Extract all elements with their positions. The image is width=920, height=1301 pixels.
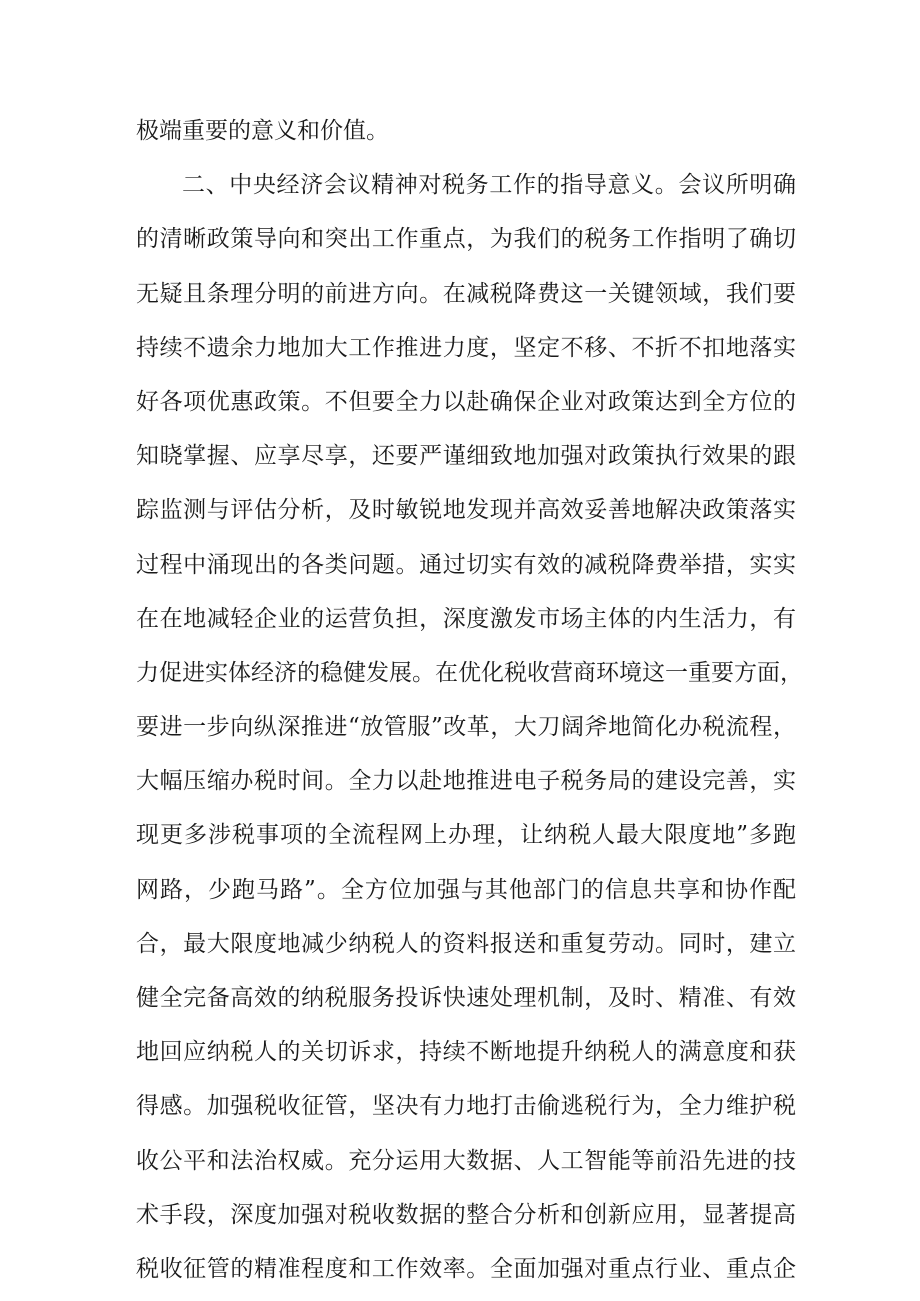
text-line: 要进一步向纵深推进“放管服”改革，大刀阔斧地简化办税流程，	[136, 714, 796, 741]
text-line: 健全完备高效的纳税服务投诉快速处理机制，及时、精准、有效	[136, 985, 796, 1011]
text-line: 税收征管的精准程度和工作效率。全面加强对重点行业、重点企	[136, 1255, 796, 1282]
text-line: 过程中涌现出的各类问题。通过切实有效的减税降费举措，实实	[136, 551, 796, 578]
body-text	[136, 104, 803, 1296]
text-line: 力促进实体经济的稳健发展。在优化税收营商环境这一重要方面，	[136, 659, 803, 686]
text-line: 知晓掌握、应享尽享，还要严谨细致地加强对政策执行效果的跟	[136, 443, 796, 470]
text-line: 无疑且条理分明的前进方向。在减税降费这一关键领域，我们要	[136, 280, 796, 307]
text-line: 极端重要的意义和价值。	[136, 118, 389, 144]
text-line: 术手段，深度加强对税收数据的整合分析和创新应用，显著提高	[136, 1201, 796, 1228]
text-line: 大幅压缩办税时间。全力以赴地推进电子税务局的建设完善，实	[136, 768, 796, 795]
section-heading-line: 二、中央经济会议精神对税务工作的指导意义。会议所明确	[182, 172, 796, 199]
text-line: 合，最大限度地减少纳税人的资料报送和重复劳动。同时，建立	[136, 930, 796, 957]
text-line: 得感。加强税收征管，坚决有力地打击偷逃税行为，全力维护税	[136, 1093, 796, 1120]
text-line: 的清晰政策导向和突出工作重点，为我们的税务工作指明了确切	[136, 226, 796, 253]
text-line: 在在地减轻企业的运营负担，深度激发市场主体的内生活力，有	[136, 605, 796, 632]
text-line: 踪监测与评估分析，及时敏锐地发现并高效妥善地解决政策落实	[136, 497, 796, 524]
text-line: 好各项优惠政策。不但要全力以赴确保企业对政策达到全方位的	[136, 388, 796, 415]
text-line: 地回应纳税人的关切诉求，持续不断地提升纳税人的满意度和获	[136, 1039, 796, 1066]
text-line: 现更多涉税事项的全流程网上办理，让纳税人最大限度地”多跑	[136, 822, 796, 849]
text-line: 收公平和法治权威。充分运用大数据、人工智能等前沿先进的技	[136, 1147, 796, 1174]
text-line: 网路，少跑马路”。全方位加强与其他部门的信息共享和协作配	[136, 876, 796, 903]
text-line: 持续不遗余力地加大工作推进力度，坚定不移、不折不扣地落实	[136, 334, 796, 361]
